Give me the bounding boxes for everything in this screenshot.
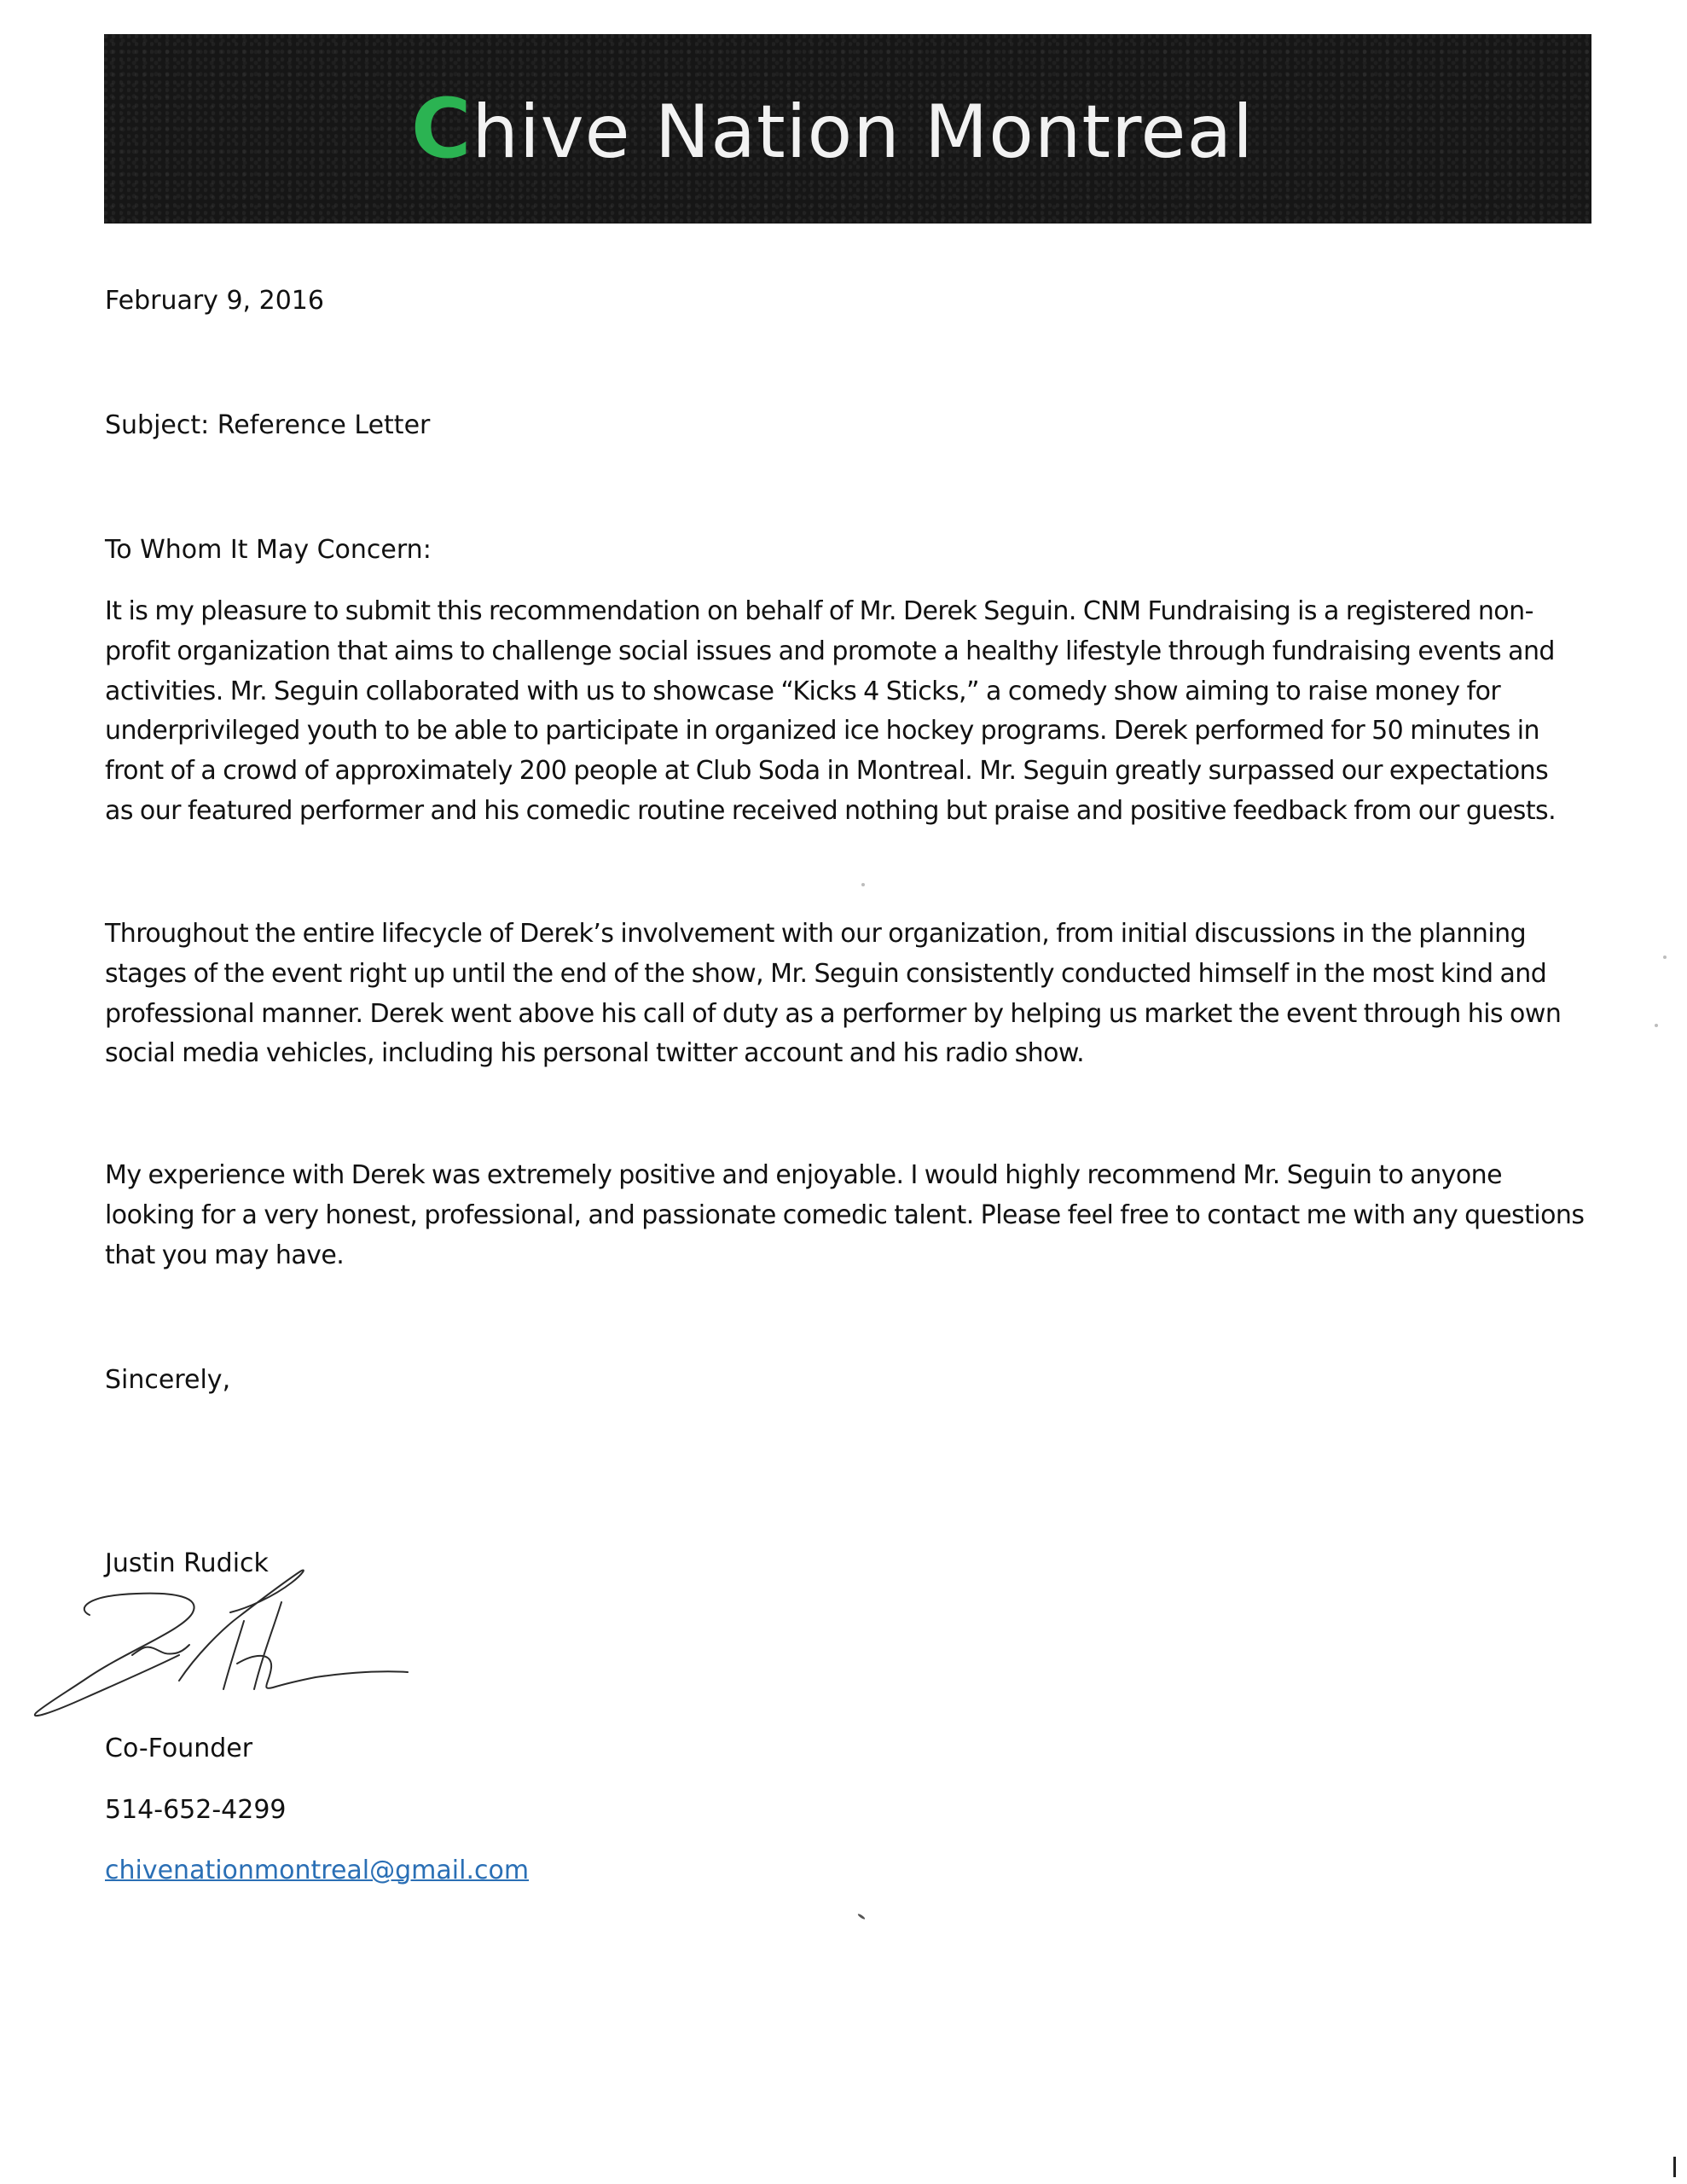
letterhead-banner <box>104 34 1591 224</box>
paragraph-line: professional manner. Derek went above his call of duty as a performer by helping us market the event through his own <box>105 998 1562 1029</box>
scan-speck <box>1655 1024 1658 1027</box>
letter-closing: Sincerely, <box>105 1365 231 1395</box>
paragraph-line: activities. Mr. Seguin collaborated with us to showcase “Kicks 4 Sticks,” a comedy show aiming to raise money for <box>105 676 1501 706</box>
scan-edge-mark <box>1673 2157 1676 2177</box>
paragraph-line: as our featured performer and his comedic routine received nothing but praise and positive feedback from our guests. <box>105 795 1557 826</box>
signer-phone: 514-652-4299 <box>105 1795 287 1825</box>
signer-title: Co-Founder <box>105 1734 253 1763</box>
paragraph-line: My experience with Derek was extremely positive and enjoyable. I would highly recommend Mr. Seguin to anyone <box>105 1160 1503 1190</box>
paragraph-line: Throughout the entire lifecycle of Derek’s involvement with our organization, from initial discussions in the planning <box>105 919 1527 949</box>
letterhead-title <box>411 81 1254 177</box>
scan-speck <box>1663 956 1667 959</box>
paragraph-line: underprivileged youth to be able to participate in organized ice hockey programs. Derek performed for 50 minutes in <box>105 716 1540 746</box>
letterhead-title-initial: C <box>410 81 472 177</box>
signer-email-link[interactable]: chivenationmontreal@gmail.com <box>105 1856 530 1885</box>
paragraph-line: stages of the event right up until the end of the show, Mr. Seguin consistently conducted himself in the most kind and <box>105 958 1547 989</box>
body-paragraph-1 <box>105 592 1606 832</box>
paragraph-line: that you may have. <box>105 1240 345 1270</box>
paragraph-line: It is my pleasure to submit this recommendation on behalf of Mr. Derek Seguin. CNM Fundraising is a registered non- <box>105 596 1533 626</box>
paragraph-line: looking for a very honest, professional, and passionate comedic talent. Please feel free to contact me with any questions <box>105 1199 1585 1230</box>
paragraph-line: profit organization that aims to challenge social issues and promote a healthy lifestyle through fundraising events and <box>105 636 1555 666</box>
letterhead-title-rest: hive Nation Montreal <box>472 90 1255 175</box>
scan-speck <box>861 883 865 886</box>
body-paragraph-3 <box>105 1156 1606 1275</box>
handwritten-signature <box>26 1536 435 1749</box>
paragraph-line: front of a crowd of approximately 200 people at Club Soda in Montreal. Mr. Seguin greatly surpassed our expectations <box>105 756 1549 787</box>
scan-speck <box>857 1913 866 1920</box>
signer-name: Justin Rudick <box>105 1548 269 1578</box>
paragraph-line: social media vehicles, including his personal twitter account and his radio show. <box>105 1038 1085 1069</box>
letter-subject: Subject: Reference Letter <box>105 410 431 440</box>
letter-salutation: To Whom It May Concern: <box>105 535 432 565</box>
letter-date: February 9, 2016 <box>105 286 324 316</box>
body-paragraph-2 <box>105 915 1606 1074</box>
